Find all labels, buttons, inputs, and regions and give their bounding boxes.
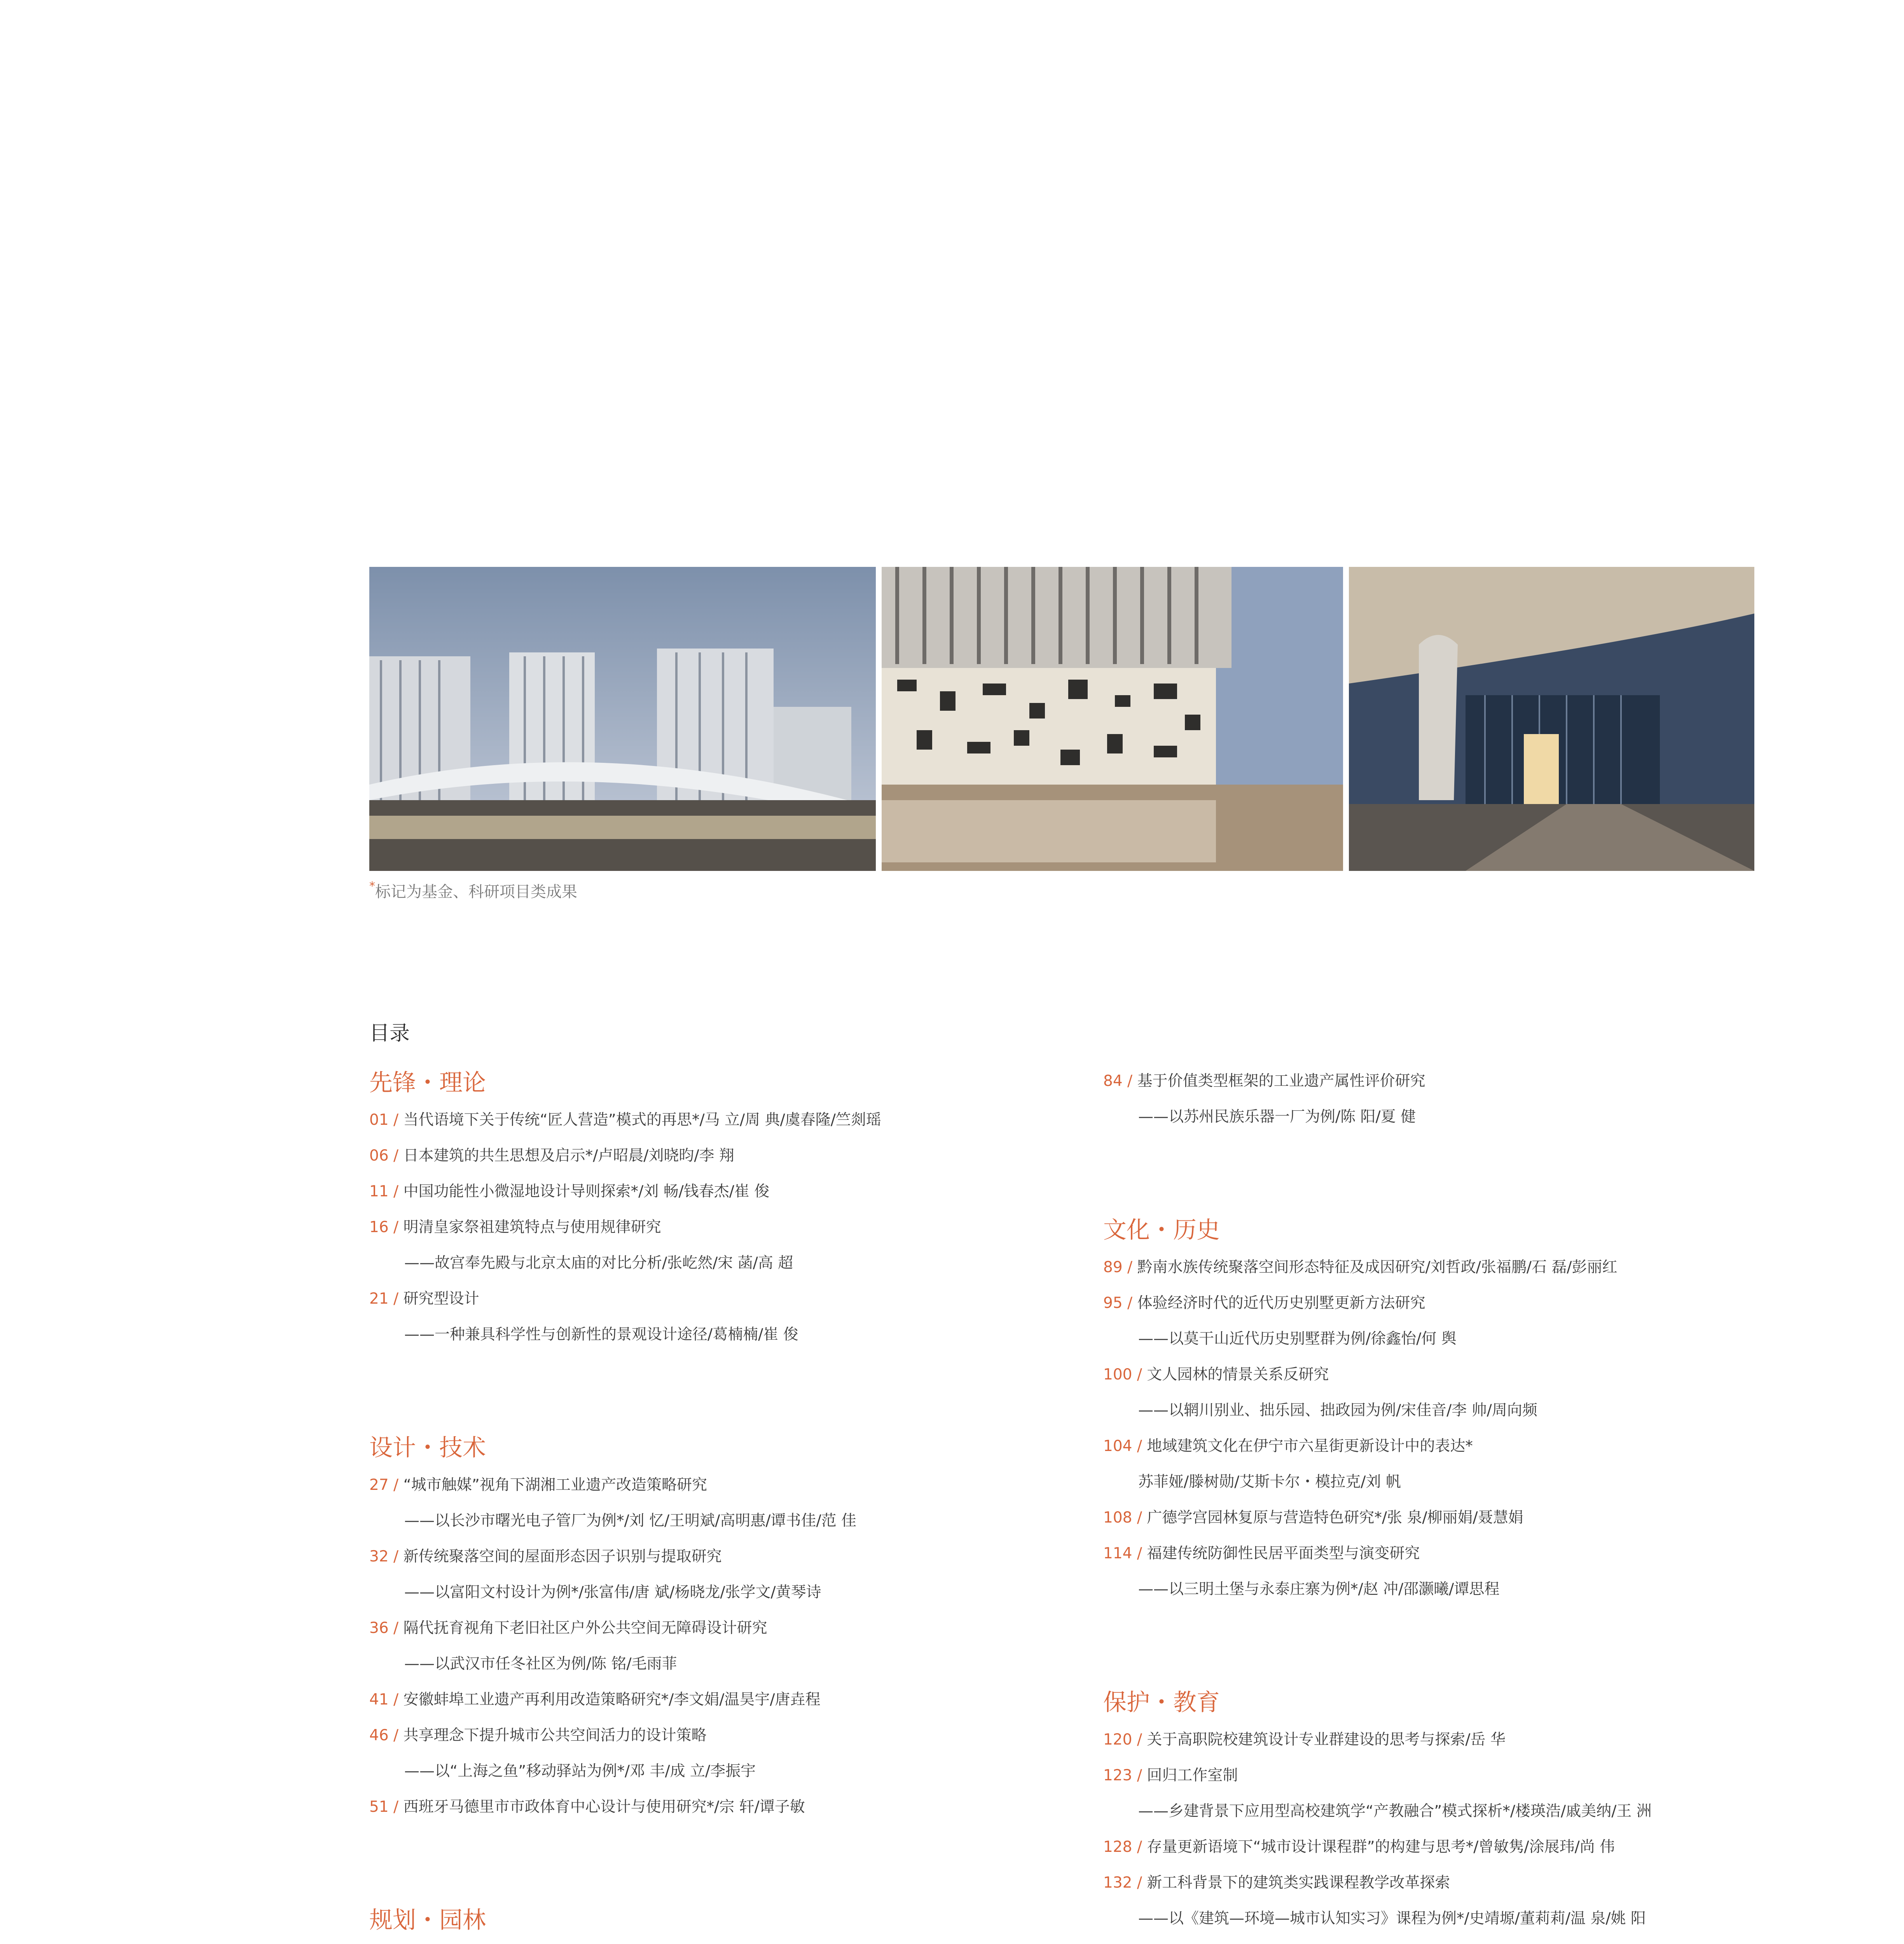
toc-entry-title: 新传统聚落空间的屋面形态因子识别与提取研究	[398, 1548, 722, 1565]
toc-entry	[1103, 1357, 1764, 1393]
toc-entry-page: 104 /	[1103, 1437, 1142, 1455]
toc-entry	[1103, 1063, 1764, 1099]
toc-entry-page: 27 /	[369, 1476, 399, 1494]
toc-entry	[1103, 1758, 1764, 1794]
toc-entry-title: 研究型设计	[398, 1290, 479, 1308]
toc-entry	[1103, 1829, 1764, 1865]
toc-entry-page: 21 /	[369, 1290, 399, 1308]
toc-entry-title: ——以《建筑—环境—城市认知实习》课程为例*/史靖塬/董莉莉/温 泉/姚 阳	[1138, 1910, 1646, 1927]
toc-entry	[369, 1940, 1088, 1944]
toc-left-column	[369, 1063, 1088, 1944]
toc-entry-page: 46 /	[369, 1727, 399, 1744]
toc-entry	[1103, 1250, 1764, 1285]
toc-entry-title: 黔南水族传统聚落空间形态特征及成因研究/刘哲政/张福鹏/石 磊/彭丽红	[1132, 1259, 1618, 1276]
toc-entry-title: 当代语境下关于传统“匠人营造”模式的再思*/马 立/周 典/虞春隆/竺剡瑶	[398, 1111, 881, 1129]
toc-entry	[369, 1646, 1088, 1682]
toc-entry-title: ——以莫干山近代历史别墅群为例/徐鑫怡/何 舆	[1138, 1330, 1457, 1348]
toc-entry-page: 123 /	[1103, 1767, 1142, 1784]
toc-entry-page: 128 /	[1103, 1838, 1142, 1856]
toc-entry-page: 36 /	[369, 1619, 399, 1637]
toc-entry	[369, 1317, 1088, 1353]
toc-heading: 目录	[369, 1022, 410, 1045]
toc-entry-title: 苏菲娅/滕树勋/艾斯卡尔・模拉克/刘 帆	[1138, 1473, 1401, 1491]
toc-entry-title: 广德学宫园林复原与营造特色研究*/张 泉/柳丽娟/聂慧娟	[1142, 1509, 1523, 1526]
toc-entry-title: 中国功能性小微湿地设计导则探索*/刘 畅/钱春杰/崔 俊	[398, 1183, 770, 1200]
toc-entry	[369, 1789, 1088, 1825]
toc-entry	[1103, 1794, 1764, 1829]
toc-entry	[1103, 1865, 1764, 1901]
toc-entry	[369, 1467, 1088, 1503]
toc-entry-title: 回归工作室制	[1142, 1767, 1238, 1784]
toc-entry-page: 06 /	[369, 1147, 399, 1164]
toc-entry-title: ——以苏州民族乐器一厂为例/陈 阳/夏 健	[1138, 1108, 1416, 1126]
caption-text: 标记为基金、科研项目类成果	[375, 883, 577, 901]
toc-entry	[1103, 1572, 1764, 1607]
toc-entry	[1103, 1500, 1764, 1536]
toc-entry-title: 文人园林的情景关系反研究	[1142, 1366, 1329, 1383]
toc-entry-title: ——以“上海之鱼”移动驿站为例*/邓 丰/成 立/李振宇	[404, 1762, 756, 1780]
toc-entry-title: 共享理念下提升城市公共空间活力的设计策略	[398, 1727, 707, 1744]
toc-entry	[1103, 1285, 1764, 1321]
toc-entry	[369, 1503, 1088, 1539]
cover-photo-facade	[882, 567, 1343, 871]
toc-right-column	[1103, 1063, 1764, 1944]
toc-section-title: 先锋・理论	[369, 1069, 486, 1096]
toc-section-title: 设计・技术	[369, 1434, 486, 1461]
cover-photo-campus	[369, 567, 876, 871]
toc-entry-title: 基于价值类型框架的工业遗产属性评价研究	[1132, 1072, 1425, 1090]
caption-star: *	[369, 879, 375, 893]
toc-entry	[369, 1174, 1088, 1210]
toc-entry	[1103, 1722, 1764, 1758]
toc-entry-title: 隔代抚育视角下老旧社区户外公共空间无障碍设计研究	[398, 1619, 767, 1637]
toc-entry-page: 108 /	[1103, 1509, 1142, 1526]
toc-entry-title: ——以富阳文村设计为例*/张富伟/唐 斌/杨晓龙/张学文/黄琴诗	[404, 1584, 821, 1601]
toc-entry-page: 95 /	[1103, 1294, 1133, 1312]
toc-entry-title: “城市触媒”视角下湖湘工业遗产改造策略研究	[398, 1476, 707, 1494]
toc-entry-page: 11 /	[369, 1183, 399, 1200]
toc-entry	[369, 1753, 1088, 1789]
toc-entry	[369, 1539, 1088, 1575]
toc-entry-title: 体验经济时代的近代历史别墅更新方法研究	[1132, 1294, 1425, 1312]
toc-entry-title: 关于高职院校建筑设计专业群建设的思考与探索/岳 华	[1142, 1731, 1506, 1748]
toc-entry-page: 114 /	[1103, 1545, 1142, 1562]
toc-entry	[369, 1245, 1088, 1281]
toc-entry	[1103, 1099, 1764, 1135]
toc-entry	[1103, 1393, 1764, 1428]
toc-entry-title: 新工科背景下的建筑类实践课程教学改革探索	[1142, 1874, 1450, 1892]
toc-entry	[369, 1682, 1088, 1718]
photo-caption	[369, 879, 577, 902]
toc-entry	[369, 1575, 1088, 1610]
toc-entry	[1103, 1536, 1764, 1572]
toc-section-title: 规划・园林	[369, 1907, 486, 1934]
toc-entry	[369, 1610, 1088, 1646]
toc-section-title: 保护・教育	[1103, 1689, 1220, 1716]
toc-entry	[1103, 1321, 1764, 1357]
toc-entry	[369, 1718, 1088, 1753]
toc-entry-title: 安徽蚌埠工业遗产再利用改造策略研究*/李文娟/温昊宇/唐垚程	[398, 1691, 821, 1708]
toc-entry-title: 明清皇家祭祖建筑特点与使用规律研究	[398, 1218, 661, 1236]
toc-entry-title: ——故宫奉先殿与北京太庙的对比分析/张屹然/宋 菡/高 超	[404, 1254, 793, 1272]
toc-entry-page: 120 /	[1103, 1731, 1142, 1748]
toc-entry-page: 89 /	[1103, 1259, 1133, 1276]
toc-entry-title: ——乡建背景下应用型高校建筑学“产教融合”模式探析*/楼瑛浩/戚美纳/王 洲	[1138, 1802, 1652, 1820]
toc-entry-page: 132 /	[1103, 1874, 1142, 1892]
toc-entry-title: ——以长沙市曙光电子管厂为例*/刘 忆/王明斌/高明惠/谭书佳/范 佳	[404, 1512, 856, 1530]
toc-entry-page: 84 /	[1103, 1072, 1133, 1090]
toc-entry-title: 福建传统防御性民居平面类型与演变研究	[1142, 1545, 1420, 1562]
toc-entry	[1103, 1428, 1764, 1464]
toc-entry	[369, 1210, 1088, 1245]
toc-entry	[369, 1138, 1088, 1174]
toc-entry-page: 01 /	[369, 1111, 399, 1129]
toc-entry-title: ——以三明土堡与永泰庄寨为例*/赵 冲/邵灏曦/谭思程	[1138, 1580, 1500, 1598]
cover-photo-canopy	[1349, 567, 1754, 871]
toc-entry-page: 41 /	[369, 1691, 399, 1708]
toc-entry	[369, 1281, 1088, 1317]
toc-entry-page: 16 /	[369, 1218, 399, 1236]
toc-entry-page: 32 /	[369, 1548, 399, 1565]
toc-entry	[1103, 1901, 1764, 1937]
toc-entry	[369, 1102, 1088, 1138]
toc-entry-title: 存量更新语境下“城市设计课程群”的构建与思考*/曾敏隽/涂展玮/尚 伟	[1142, 1838, 1615, 1856]
toc-entry-page: 51 /	[369, 1798, 399, 1816]
toc-entry	[1103, 1464, 1764, 1500]
toc-entry-title: 西班牙马德里市市政体育中心设计与使用研究*/宗 轩/谭子敏	[398, 1798, 805, 1816]
toc-entry-title: ——以辋川别业、拙乐园、拙政园为例/宋佳音/李 帅/周向频	[1138, 1402, 1537, 1419]
toc-entry-title: 日本建筑的共生思想及启示*/卢昭晨/刘晓昀/李 翔	[398, 1147, 734, 1164]
toc-entry-title: 地域建筑文化在伊宁市六星街更新设计中的表达*	[1142, 1437, 1473, 1455]
toc-entry-title: ——以武汉市任冬社区为例/陈 铭/毛雨菲	[404, 1655, 677, 1673]
toc-section-title: 文化・历史	[1103, 1217, 1220, 1244]
toc-entry	[1103, 1937, 1764, 1944]
toc-entry-page: 100 /	[1103, 1366, 1142, 1383]
toc-entry-title: ——一种兼具科学性与创新性的景观设计途径/葛楠楠/崔 俊	[404, 1326, 798, 1343]
